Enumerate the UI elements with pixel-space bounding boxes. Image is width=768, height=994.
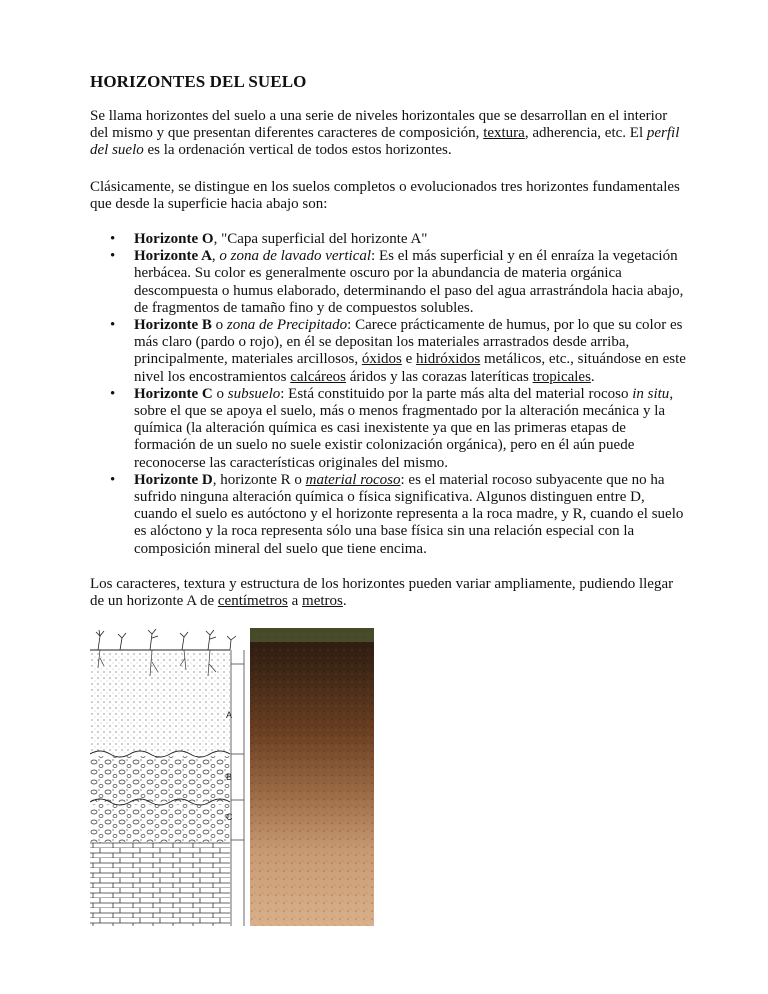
horizon-text: metálicos, etc., situándose en este nivel los encostramientos [134,351,686,385]
horizons-list [90,231,690,558]
intro-text: es la ordenación vertical de todos estos horizontes. [143,142,452,159]
horizon-text: o [211,317,227,334]
link-oxidos[interactable]: óxidos [361,351,402,368]
link-material-rocoso[interactable]: material rocoso [305,471,401,488]
horizon-text: . [590,368,595,385]
link-hidroxidos[interactable]: hidróxidos [416,351,481,368]
horizon-label-c: C [226,812,233,822]
page-title: HORIZONTES DEL SUELO [90,72,307,91]
perfil-term: perfil del suelo [90,125,680,159]
list-item-horizon-a [90,248,690,317]
list-item-horizon-d [90,472,690,558]
soil-horizon-diagram [90,628,248,926]
intro-text: , adherencia, etc. El [524,125,647,142]
soil-diagram-drawing [90,628,248,926]
horizon-text: : Carece prácticamente de humus, por lo que su color es más claro (pardo o rojo), en él se depositan los materiales arrastrados desde arriba, principalmente, materiales arcillosos, [134,317,683,368]
bullet-icon: • [110,231,116,247]
horizon-text: o [212,385,228,402]
in-situ-term: in situ [632,385,670,402]
horizon-text: , horizonte R o [212,471,306,488]
horizon-name: Horizonte O [134,231,214,247]
closing-paragraph [90,576,680,610]
classic-paragraph: Clásicamente, se distingue en los suelos completos o evolucionados tres horizontes fundamentales que desde la superficie hacia abajo son: [90,179,680,213]
bullet-icon: • [110,385,116,402]
closing-text: a [287,593,303,610]
closing-text: . [342,593,347,610]
link-metros[interactable]: metros [302,593,343,610]
link-textura[interactable]: textura [483,125,525,142]
soil-profile-photo [250,628,374,926]
intro-text: Se llama horizontes del suelo a una serie de niveles horizontales que se desarrollan en el interior del mismo y que presentan diferentes caracteres de composición, [90,108,668,142]
horizon-text: áridos y las corazas lateríticas [346,368,533,385]
intro-paragraph [90,108,680,160]
horizon-zone: zona de Precipitado [226,317,348,334]
bullet-icon: • [110,248,116,265]
horizon-name: Horizonte B [134,317,212,334]
list-item-horizon-c [90,386,690,472]
horizon-zone: subsuelo [227,385,281,402]
horizon-name: Horizonte D [134,471,213,488]
horizon-text: : es el material rocoso subyacente que no ha sufrido ninguna alteración química o física significativa. Algunos distinguen entre D, cuando el suelo es autóctono y el horizonte representa a la roca madre, y R, cuando el suelo es alóctono y la roca representa sólo una base física sin una relación especial con la composición mineral del suelo que tiene encima. [134,471,684,557]
horizon-text: e [401,351,417,368]
bullet-icon: • [110,471,116,488]
horizon-text: , "Capa superficial del horizonte A" [213,231,428,247]
closing-text: Los caracteres, textura y estructura de los horizontes pueden variar ampliamente, pudiendo llegar de un horizonte A de [90,576,674,610]
link-tropicales[interactable]: tropicales [532,368,591,385]
soil-profile-figure [90,628,374,926]
horizon-text: : Está constituido por la parte más alta del material rocoso [280,385,633,402]
vegetation-icon [96,629,236,650]
horizon-zone: o zona de lavado vertical [219,248,372,265]
horizon-text: : Es el más superficial y en él enraíza la vegetación herbácea. Su color es generalmente oscuro por la abundancia de materia orgánica descompuesta o humus elaborado, determinando el paso del agua arrastrándola hacia abajo, de fragmentos de tamaño fino y de compuestos solubles. [134,248,684,316]
horizon-label-b: B [226,772,233,782]
horizon-text: , sobre el que se apoya el suelo, más o menos fragmentado por la alteración mecánica y la química (la alteración química es casi inexistente ya que en las primeras etapas de formación de un suelo no suele existir colonización orgánica), pero en él aún puede reconocerse las características originales del mismo. [134,385,674,471]
horizon-name: Horizonte C [134,385,213,402]
horizon-text: , [211,248,220,265]
horizon-name: Horizonte A [134,248,212,265]
link-calcareos[interactable]: calcáreos [290,368,347,385]
list-item-horizon-b [90,317,690,386]
bullet-icon: • [110,317,116,334]
soil-photo-drawing [250,628,374,926]
link-centimetros[interactable]: centímetros [217,593,288,610]
horizon-label-a: A [226,710,233,720]
list-item-horizon-o [90,231,690,248]
